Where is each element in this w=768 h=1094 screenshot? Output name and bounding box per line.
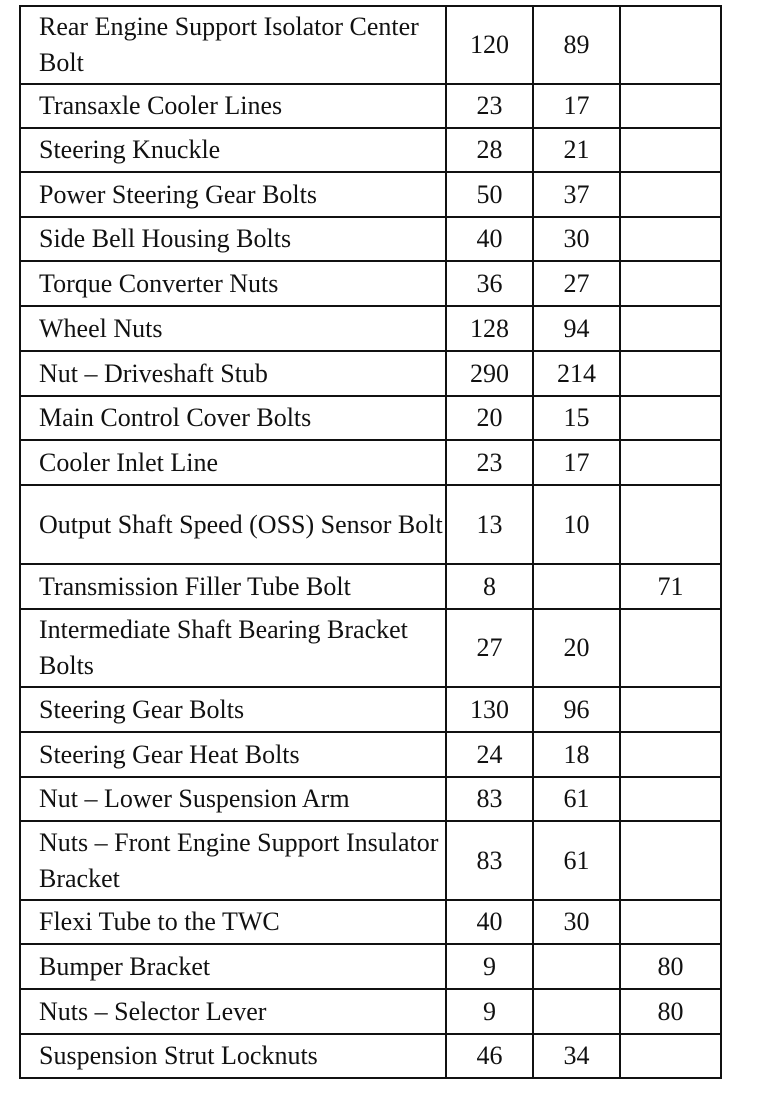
table-row bbox=[20, 396, 721, 440]
value-lbft: 17 bbox=[533, 84, 620, 128]
table-row bbox=[20, 351, 721, 396]
value-lbin bbox=[620, 609, 721, 687]
table-row bbox=[20, 217, 721, 261]
fastener-name: Side Bell Housing Bolts bbox=[20, 217, 446, 261]
fastener-name: Suspension Strut Locknuts bbox=[20, 1034, 446, 1078]
table-row bbox=[20, 777, 721, 821]
table-row bbox=[20, 609, 721, 687]
value-nm: 9 bbox=[446, 944, 533, 989]
table-row bbox=[20, 821, 721, 900]
value-lbft: 15 bbox=[533, 396, 620, 440]
value-lbin bbox=[620, 821, 721, 900]
value-lbft: 30 bbox=[533, 217, 620, 261]
fastener-name: Power Steering Gear Bolts bbox=[20, 172, 446, 217]
table-row bbox=[20, 989, 721, 1034]
value-nm: 290 bbox=[446, 351, 533, 396]
fastener-name: Intermediate Shaft Bearing Bracket Bolts bbox=[20, 609, 446, 687]
value-nm: 28 bbox=[446, 128, 533, 172]
fastener-name: Transaxle Cooler Lines bbox=[20, 84, 446, 128]
fastener-name: Cooler Inlet Line bbox=[20, 440, 446, 485]
value-lbin bbox=[620, 84, 721, 128]
fastener-name: Steering Knuckle bbox=[20, 128, 446, 172]
table-row bbox=[20, 687, 721, 732]
value-lbin bbox=[620, 732, 721, 777]
value-nm: 40 bbox=[446, 900, 533, 944]
value-lbft: 27 bbox=[533, 261, 620, 306]
value-lbft: 96 bbox=[533, 687, 620, 732]
fastener-name: Nut – Lower Suspension Arm bbox=[20, 777, 446, 821]
value-lbin bbox=[620, 396, 721, 440]
table-row bbox=[20, 440, 721, 485]
fastener-name: Rear Engine Support Isolator Center Bolt bbox=[20, 6, 446, 84]
table-row bbox=[20, 306, 721, 351]
value-nm: 23 bbox=[446, 84, 533, 128]
value-lbft: 18 bbox=[533, 732, 620, 777]
value-lbin bbox=[620, 128, 721, 172]
value-lbin: 80 bbox=[620, 944, 721, 989]
torque-spec-table bbox=[19, 5, 722, 1079]
value-nm: 130 bbox=[446, 687, 533, 732]
value-nm: 27 bbox=[446, 609, 533, 687]
value-lbin bbox=[620, 485, 721, 564]
fastener-name: Nuts – Front Engine Support Insulator Bracket bbox=[20, 821, 446, 900]
value-lbft: 20 bbox=[533, 609, 620, 687]
table-row bbox=[20, 128, 721, 172]
value-lbin bbox=[620, 172, 721, 217]
fastener-name: Transmission Filler Tube Bolt bbox=[20, 564, 446, 609]
value-nm: 9 bbox=[446, 989, 533, 1034]
fastener-name: Steering Gear Bolts bbox=[20, 687, 446, 732]
value-nm: 83 bbox=[446, 777, 533, 821]
table-row bbox=[20, 172, 721, 217]
value-nm: 128 bbox=[446, 306, 533, 351]
table-row bbox=[20, 84, 721, 128]
value-lbin bbox=[620, 687, 721, 732]
value-nm: 20 bbox=[446, 396, 533, 440]
value-nm: 83 bbox=[446, 821, 533, 900]
value-lbin bbox=[620, 1034, 721, 1078]
table-row bbox=[20, 261, 721, 306]
table-row bbox=[20, 900, 721, 944]
value-lbin bbox=[620, 217, 721, 261]
value-lbft: 21 bbox=[533, 128, 620, 172]
value-lbft: 61 bbox=[533, 821, 620, 900]
value-lbft: 61 bbox=[533, 777, 620, 821]
value-lbft bbox=[533, 989, 620, 1034]
value-lbft: 34 bbox=[533, 1034, 620, 1078]
value-lbft: 37 bbox=[533, 172, 620, 217]
value-nm: 120 bbox=[446, 6, 533, 84]
value-nm: 50 bbox=[446, 172, 533, 217]
value-nm: 13 bbox=[446, 485, 533, 564]
value-lbin: 80 bbox=[620, 989, 721, 1034]
fastener-name: Wheel Nuts bbox=[20, 306, 446, 351]
value-lbin bbox=[620, 306, 721, 351]
value-lbin bbox=[620, 900, 721, 944]
value-lbft: 89 bbox=[533, 6, 620, 84]
fastener-name: Nuts – Selector Lever bbox=[20, 989, 446, 1034]
fastener-name: Torque Converter Nuts bbox=[20, 261, 446, 306]
value-lbft: 94 bbox=[533, 306, 620, 351]
table-row bbox=[20, 485, 721, 564]
value-lbin bbox=[620, 351, 721, 396]
fastener-name: Flexi Tube to the TWC bbox=[20, 900, 446, 944]
value-nm: 40 bbox=[446, 217, 533, 261]
value-lbin bbox=[620, 440, 721, 485]
value-lbft: 30 bbox=[533, 900, 620, 944]
value-lbft: 17 bbox=[533, 440, 620, 485]
fastener-name: Output Shaft Speed (OSS) Sensor Bolt bbox=[20, 485, 446, 564]
fastener-name: Main Control Cover Bolts bbox=[20, 396, 446, 440]
table-row bbox=[20, 944, 721, 989]
value-lbin: 71 bbox=[620, 564, 721, 609]
fastener-name: Steering Gear Heat Bolts bbox=[20, 732, 446, 777]
value-lbin bbox=[620, 6, 721, 84]
value-nm: 24 bbox=[446, 732, 533, 777]
table-row bbox=[20, 564, 721, 609]
table-row bbox=[20, 6, 721, 84]
value-nm: 8 bbox=[446, 564, 533, 609]
value-lbft bbox=[533, 564, 620, 609]
value-lbin bbox=[620, 261, 721, 306]
fastener-name: Bumper Bracket bbox=[20, 944, 446, 989]
value-lbft: 214 bbox=[533, 351, 620, 396]
fastener-name: Nut – Driveshaft Stub bbox=[20, 351, 446, 396]
value-lbin bbox=[620, 777, 721, 821]
value-lbft bbox=[533, 944, 620, 989]
value-nm: 36 bbox=[446, 261, 533, 306]
value-lbft: 10 bbox=[533, 485, 620, 564]
value-nm: 23 bbox=[446, 440, 533, 485]
table-row bbox=[20, 732, 721, 777]
table-row bbox=[20, 1034, 721, 1078]
value-nm: 46 bbox=[446, 1034, 533, 1078]
